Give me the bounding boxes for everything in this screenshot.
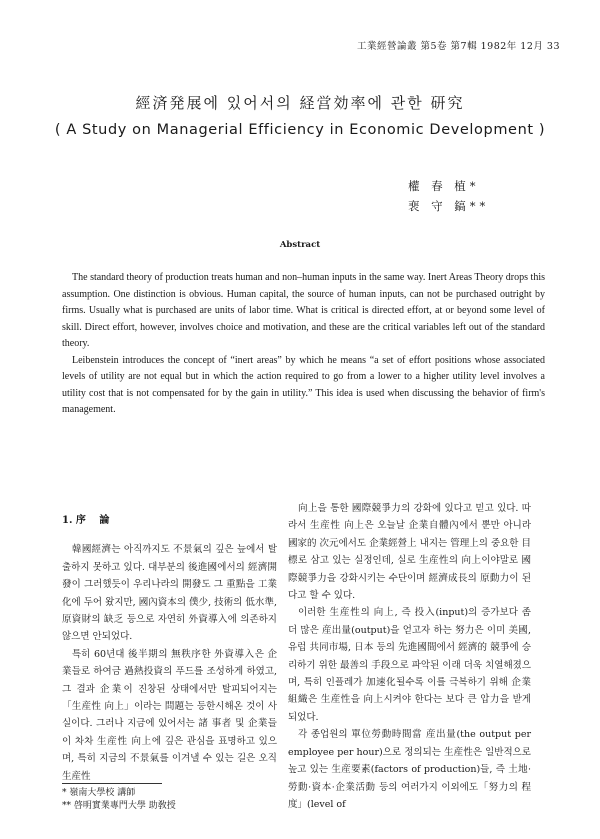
footnote-2: ** 啓明實業專門大學 助敎授 xyxy=(62,801,176,811)
abstract-body xyxy=(62,270,545,419)
body-paragraph: 韓國經濟는 아직까지도 不景氣의 깊은 늪에서 탈출하지 못하고 있다. 대부분의 後進國에서의 經濟開發이 그러했듯이 우리나라의 開發도 그 重點을 工業化에 두어 왔지만, 國內資本의 僕少, 技術의 低水準, 原資財의 缺乏 등으로 자연히 外資導入에 의존하지 않으면 안되었다. xyxy=(62,544,277,643)
footnote-divider xyxy=(62,783,162,784)
abstract-paragraph: The standard theory of production treats human and non–human inputs in the same way. Inert Areas Theory drops this assumption. One distinction is obvious. Human capital, the source of human inputs, can not be purchased outright by firms. Usually what is purchased are units of labor time. What is critical is directed effort, at or beyond some level of skill. Direct effort, however, involves choice and motivation, and these are the critical variables left out of the standard theory. xyxy=(62,272,545,349)
footnote-1: * 嶺南大學校 講師 xyxy=(62,788,136,798)
author-list xyxy=(408,176,489,216)
body-column-right xyxy=(288,500,531,813)
abstract-paragraph: Leibenstein introduces the concept of “inert areas” by which he means “a set of effort positions whose associated levels of utility are not equal but in which the action required to go from a lower to a higher utility level involves a utility cost that is not compensated for by the gain in utility.” This idea is used when discussing the behavior of firm's management. xyxy=(62,354,545,415)
body-paragraph: 각 종업원의 單位勞動時間當 産出量(the output per employee per hour)으로 정의되는 生産性은 일반적으로 높고 있는 生産要素(factors of production)들, 즉 土地·勞動·資本·企業活動 등의 여러가지 이외에도「努力의 程度」(level of xyxy=(288,729,531,810)
abstract-heading: Abstract xyxy=(279,240,321,250)
body-paragraph: 특히 60년대 後半期의 無秩序한 外資導入은 企業들로 하여금 過熱投資의 푸드를 조성하게 하였고, 그 결과 企業이 진창된 상태에서만 탈피되어지는「生産性 向上」이라는 問題는 등한시해온 것이 사실이다. 그러나 지금에 있어서는 諸 事者 및 企業들이 차차 生産性 向上에 깊은 관심을 표명하고 있으며, 특히 지금의 不景氣를 이겨낼 수 있는 길은 오직 生産性 xyxy=(62,648,277,782)
footnotes xyxy=(62,787,176,813)
body-column-left xyxy=(62,500,277,785)
body-paragraph: 이러한 生産性의 向上, 즉 投入(input)의 증가보다 좀 더 많은 産出量(output)을 얻고자 하는 努力은 이미 美國,유럽 共同市場, 日本 등의 先進國間에서 經濟的 競爭에 승리하기 위한 最善의 手段으로 파악된 이래 더욱 치열해졌으며, 특히 인플레가 加速化될수록 이를 극복하기 위해 企業組織은 生産性을 向上시켜야 한다는 보다 큰 압力을 받게 되었다. xyxy=(288,607,531,723)
section-heading: 1. 序 論 xyxy=(62,515,110,526)
author-1: 權 春 植* xyxy=(408,179,480,193)
running-header: 工業經營論叢 第5卷 第7輯 1982年 12月 33 xyxy=(356,41,560,52)
title-english: ( A Study on Managerial Efficiency in Economic Development ) xyxy=(54,122,546,138)
body-paragraph: 向上을 통한 國際競爭力의 강화에 있다고 믿고 있다. 따라서 生産性 向上은 오늘날 企業自體內에서 뿐만 아니라 國家的 次元에서도 企業經營上 내지는 管理上의 중요한 目標로 삼고 있는 실정인데, 실로 生産性의 向上이야말로 國際競爭力을 강화시키는 수단이며 經濟成長의 原動力이 된다고 할 수 있다. xyxy=(288,503,531,602)
title-korean: 經済発展에 있어서의 経営効率에 관한 研究 xyxy=(135,94,465,112)
author-2: 裵 守 鎬** xyxy=(408,199,490,213)
